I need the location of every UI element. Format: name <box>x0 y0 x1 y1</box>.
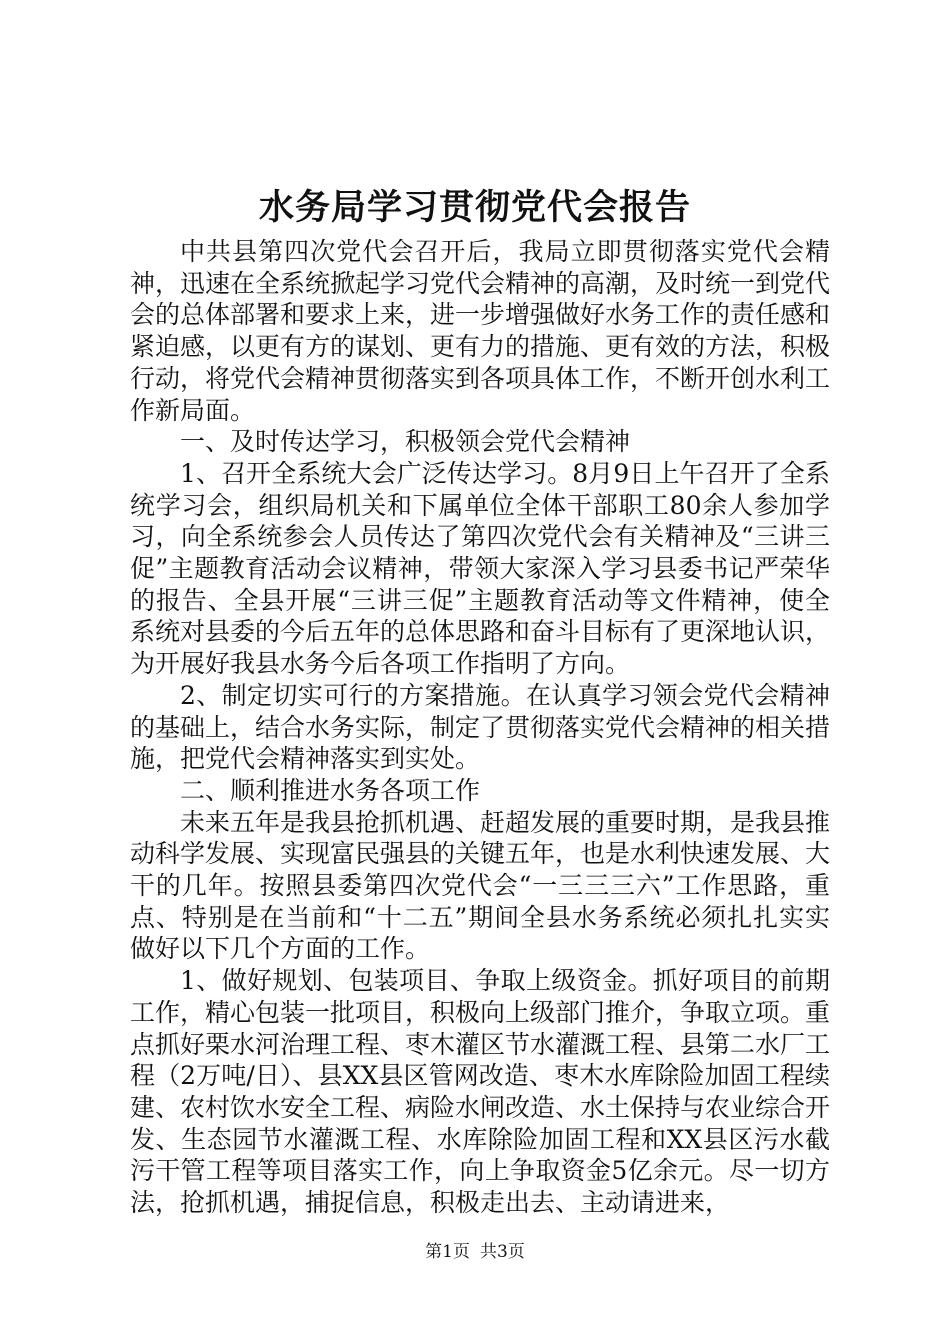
paragraph-2-intro: 未来五年是我县抢抓机遇、赶超发展的重要时期，是我县推动科学发展、实现富民强县的关键五年，也是水利快速发展、大干的几年。按照县委第四次党代会“一三三三六”工作思路，重点、特别是在当前和“十二五”期间全县水务系统必须扎扎实实做好以下几个方面的工作。 <box>130 807 831 964</box>
document-title: 水务局学习贯彻党代会报告 <box>258 187 691 228</box>
paragraph-2-1: 1、做好规划、包装项目、争取上级资金。抓好项目的前期工作，精心包装一批项目，积极向上级部门推介，争取立项。重点抓好栗水河治理工程、枣木灌区节水灌溉工程、县第二水厂工程（2万吨/日）、县XX县区管网改造、枣木水库除险加固工程续建、农村饮水安全工程、病险水闸改造、水土保持与农业综合开发、生态园节水灌溉工程、水库除险加固工程和XX县区污水截污干管工程等项目落实工作，向上争取资金5亿余元。尽一切方法，抢抓机遇，捕捉信息，积极走出去、主动请进来， <box>130 966 831 1218</box>
paragraph-intro: 中共县第四次党代会召开后，我局立即贯彻落实党代会精神，迅速在全系统掀起学习党代会精神的高潮，及时统一到党代会的总体部署和要求上来，进一步增强做好水务工作的责任感和紧迫感，以更有方的谋划、更有力的措施、更有效的方法，积极行动，将党代会精神贯彻落实到各项具体工作，不断开创水利工作新局面。 <box>130 237 831 425</box>
section-heading-2: 二、顺利推进水务各项工作 <box>180 775 481 805</box>
page-number: 第1页 <box>425 1242 470 1262</box>
paragraph-1-1: 1、召开全系统大会广泛传达学习。8月9日上午召开了全系统学习会，组织局机关和下属单位全体干部职工80余人参加学习，向全系统参会人员传达了第四次党代会有关精神及“三讲三促”主题教育活动会议精神，带领大家深入学习县委书记严荣华的报告、全县开展“三讲三促”主题教育活动等文件精神，使全系统对县委的今后五年的总体思路和奋斗目标有了更深地认识，为开展好我县水务今后各项工作指明了方向。 <box>130 458 831 679</box>
paragraph-1-2: 2、制定切实可行的方案措施。在认真学习领会党代会精神的基础上，结合水务实际，制定了贯彻落实党代会精神的相关措施，把党代会精神落实到实处。 <box>130 680 831 774</box>
page-footer <box>0 1240 950 1264</box>
page-total: 共3页 <box>480 1242 525 1262</box>
document-body <box>130 236 830 1219</box>
section-heading-1: 一、及时传达学习，积极领会党代会精神 <box>180 427 631 457</box>
